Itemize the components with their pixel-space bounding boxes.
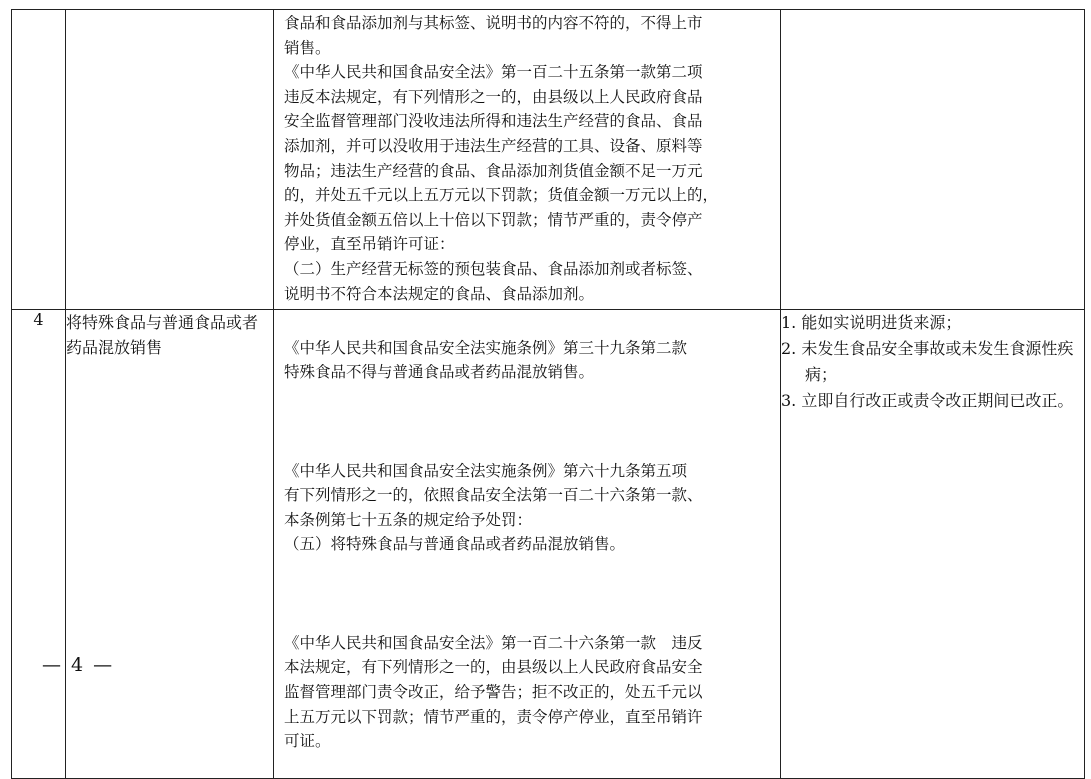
- legal-basis-cell: [274, 10, 781, 310]
- mitigation-cell: [781, 10, 1085, 310]
- legal-text-line: 的，并处五千元以上五万元以下罚款；货值金额一万元以上的，: [284, 186, 719, 205]
- mitigation-item: 3. 立即自行改正或责令改正期间已改正。: [781, 391, 1074, 410]
- row-number-cell: [12, 10, 66, 310]
- legal-paragraph: 《中华人民共和国食品安全法实施条例》第三十九条第二款 特殊食品不得与普通食品或者药品混放销售。: [284, 338, 688, 382]
- table-row: [12, 310, 1085, 779]
- mitigation-list: [781, 310, 1084, 414]
- mitigation-cell: [781, 310, 1085, 779]
- legal-text-line: 物品；违法生产经营的食品、食品添加剂货值金额不足一万元: [284, 161, 703, 180]
- regulation-table: [11, 9, 1085, 779]
- legal-basis-text: [274, 310, 780, 778]
- page-number: — 4 —: [42, 654, 115, 676]
- row-number-cell: 4: [12, 310, 66, 779]
- legal-text-line: 添加剂，并可以没收用于违法生产经营的工具、设备、原料等: [284, 136, 703, 155]
- legal-text-line: 并处货值金额五倍以上十倍以下罚款；情节严重的，责令停产: [284, 210, 703, 229]
- legal-paragraph: 《中华人民共和国食品安全法》第一百二十六条第一款 违反 本法规定，有下列情形之一的，由县级以上人民政府食品安全 监督管理部门责令改正，给予警告；拒不改正的，处五千元以 上五万元以下罚款；情节严重的，责令停产停业，直至吊销许 可证。: [284, 633, 703, 751]
- legal-text-line: 违反本法规定，有下列情形之一的，由县级以上人民政府食品: [284, 87, 703, 106]
- table-row: [12, 10, 1085, 310]
- legal-text-line: 食品和食品添加剂与其标签、说明书的内容不符的，不得上市: [284, 14, 703, 32]
- legal-text-line: 停业，直至吊销许可证：: [284, 235, 455, 254]
- legal-text-line: 《中华人民共和国食品安全法》第一百二十五条第一款第二项: [284, 63, 703, 82]
- legal-paragraph: 《中华人民共和国食品安全法实施条例》第六十九条第五项 有下列情形之一的，依照食品安全法第一百二十六条第一款、 本条例第七十五条的规定给予处罚： （五）将特殊食品与普通食品或者药品混放销售。: [284, 461, 703, 554]
- legal-text-line: 安全监督管理部门没收违法所得和违法生产经营的食品、食品: [284, 112, 703, 131]
- legal-text-line: 说明书不符合本法规定的食品、食品添加剂。: [284, 284, 595, 303]
- violation-cell: 将特殊食品与普通食品或者药品混放销售: [66, 310, 274, 779]
- legal-basis-text: [274, 10, 780, 306]
- legal-text-line: 销售。: [284, 38, 331, 57]
- mitigation-item: 1. 能如实说明进货来源；: [781, 313, 962, 332]
- legal-basis-cell: [274, 310, 781, 779]
- mitigation-item: 2. 未发生食品安全事故或未发生食源性疾病；: [781, 339, 1074, 384]
- violation-cell: [66, 10, 274, 310]
- legal-text-line: （二）生产经营无标签的预包装食品、食品添加剂或者标签、: [284, 259, 703, 278]
